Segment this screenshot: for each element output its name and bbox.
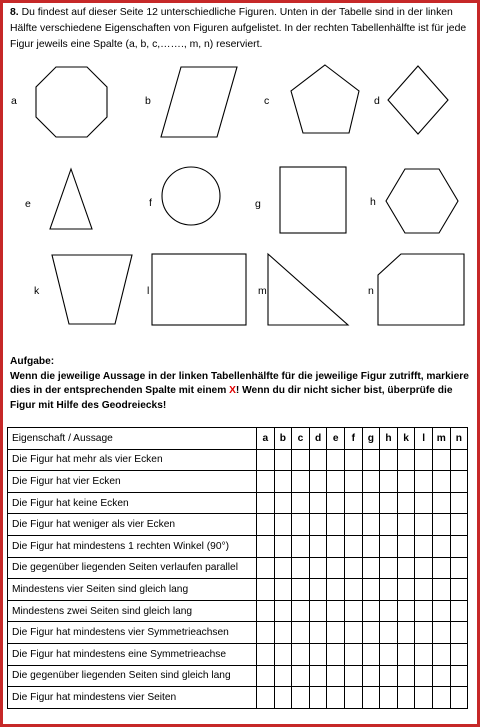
mark-cell-g[interactable] bbox=[362, 557, 380, 579]
column-header: h bbox=[380, 428, 398, 450]
mark-cell-d[interactable] bbox=[309, 687, 327, 709]
property-statement: Die Figur hat mehr als vier Ecken bbox=[8, 449, 257, 471]
mark-cell-d[interactable] bbox=[309, 600, 327, 622]
table-row bbox=[8, 665, 468, 687]
mark-cell-a[interactable] bbox=[257, 449, 275, 471]
mark-cell-n[interactable] bbox=[450, 535, 468, 557]
mark-cell-b[interactable] bbox=[274, 514, 292, 536]
mark-cell-l[interactable] bbox=[415, 643, 433, 665]
property-statement: Die Figur hat mindestens 1 rechten Winkel (90°) bbox=[8, 535, 257, 557]
task-heading: Aufgabe: bbox=[10, 356, 55, 367]
mark-cell-e[interactable] bbox=[327, 600, 345, 622]
mark-cell-c[interactable] bbox=[292, 557, 310, 579]
mark-cell-m[interactable] bbox=[432, 557, 450, 579]
mark-cell-k[interactable] bbox=[397, 622, 415, 644]
mark-cell-h[interactable] bbox=[380, 600, 398, 622]
figure-a-octagon bbox=[36, 67, 107, 137]
mark-cell-b[interactable] bbox=[274, 643, 292, 665]
mark-cell-g[interactable] bbox=[362, 643, 380, 665]
mark-cell-a[interactable] bbox=[257, 492, 275, 514]
exercise-number: 8. bbox=[10, 7, 19, 18]
mark-cell-k[interactable] bbox=[397, 471, 415, 493]
mark-cell-l[interactable] bbox=[415, 600, 433, 622]
table-row bbox=[8, 557, 468, 579]
mark-cell-k[interactable] bbox=[397, 535, 415, 557]
column-header: e bbox=[327, 428, 345, 450]
mark-cell-d[interactable] bbox=[309, 643, 327, 665]
mark-cell-n[interactable] bbox=[450, 665, 468, 687]
mark-cell-e[interactable] bbox=[327, 535, 345, 557]
mark-cell-c[interactable] bbox=[292, 492, 310, 514]
mark-cell-g[interactable] bbox=[362, 514, 380, 536]
mark-cell-c[interactable] bbox=[292, 514, 310, 536]
mark-cell-h[interactable] bbox=[380, 471, 398, 493]
mark-cell-h[interactable] bbox=[380, 514, 398, 536]
mark-cell-k[interactable] bbox=[397, 449, 415, 471]
mark-cell-m[interactable] bbox=[432, 687, 450, 709]
task-block bbox=[10, 355, 475, 413]
mark-cell-b[interactable] bbox=[274, 492, 292, 514]
mark-cell-c[interactable] bbox=[292, 471, 310, 493]
intro-text: Du findest auf dieser Seite 12 unterschiedliche Figuren. Unten in der Tabelle sind in der linken Hälfte verschiedene Eigenschaften von Figuren aufgelistet. In der rechten Tabellenhälfte ist für jede Figur jeweils eine Spalte (a, b, c,……., m, n) reserviert. bbox=[10, 7, 467, 50]
column-header: c bbox=[292, 428, 310, 450]
figure-label-g: g bbox=[255, 198, 261, 210]
mark-cell-d[interactable] bbox=[309, 449, 327, 471]
mark-cell-l[interactable] bbox=[415, 687, 433, 709]
mark-cell-a[interactable] bbox=[257, 665, 275, 687]
mark-cell-n[interactable] bbox=[450, 622, 468, 644]
mark-cell-g[interactable] bbox=[362, 600, 380, 622]
mark-cell-m[interactable] bbox=[432, 643, 450, 665]
mark-cell-h[interactable] bbox=[380, 492, 398, 514]
mark-cell-m[interactable] bbox=[432, 665, 450, 687]
mark-cell-f[interactable] bbox=[344, 622, 362, 644]
mark-cell-f[interactable] bbox=[344, 600, 362, 622]
mark-cell-e[interactable] bbox=[327, 557, 345, 579]
mark-cell-g[interactable] bbox=[362, 622, 380, 644]
mark-cell-a[interactable] bbox=[257, 579, 275, 601]
mark-cell-n[interactable] bbox=[450, 557, 468, 579]
mark-cell-n[interactable] bbox=[450, 449, 468, 471]
mark-cell-d[interactable] bbox=[309, 471, 327, 493]
mark-cell-n[interactable] bbox=[450, 514, 468, 536]
column-header: g bbox=[362, 428, 380, 450]
mark-cell-b[interactable] bbox=[274, 579, 292, 601]
mark-cell-e[interactable] bbox=[327, 622, 345, 644]
mark-cell-g[interactable] bbox=[362, 471, 380, 493]
mark-cell-e[interactable] bbox=[327, 643, 345, 665]
mark-cell-m[interactable] bbox=[432, 579, 450, 601]
mark-cell-a[interactable] bbox=[257, 514, 275, 536]
mark-cell-l[interactable] bbox=[415, 557, 433, 579]
mark-cell-g[interactable] bbox=[362, 535, 380, 557]
table-row bbox=[8, 492, 468, 514]
worksheet-page bbox=[3, 3, 477, 724]
figure-h-hexagon bbox=[386, 169, 458, 233]
column-header: d bbox=[309, 428, 327, 450]
mark-cell-h[interactable] bbox=[380, 449, 398, 471]
mark-cell-a[interactable] bbox=[257, 687, 275, 709]
mark-cell-m[interactable] bbox=[432, 471, 450, 493]
mark-cell-k[interactable] bbox=[397, 492, 415, 514]
mark-cell-g[interactable] bbox=[362, 579, 380, 601]
mark-cell-h[interactable] bbox=[380, 665, 398, 687]
column-header: m bbox=[432, 428, 450, 450]
mark-cell-a[interactable] bbox=[257, 471, 275, 493]
column-header: n bbox=[450, 428, 468, 450]
mark-cell-c[interactable] bbox=[292, 579, 310, 601]
table-row bbox=[8, 471, 468, 493]
mark-cell-k[interactable] bbox=[397, 557, 415, 579]
mark-cell-d[interactable] bbox=[309, 665, 327, 687]
mark-cell-e[interactable] bbox=[327, 665, 345, 687]
figure-label-k: k bbox=[34, 285, 40, 297]
mark-cell-c[interactable] bbox=[292, 687, 310, 709]
figure-label-m: m bbox=[258, 285, 267, 297]
mark-cell-l[interactable] bbox=[415, 449, 433, 471]
property-statement: Die Figur hat mindestens eine Symmetrieachse bbox=[8, 643, 257, 665]
mark-cell-d[interactable] bbox=[309, 557, 327, 579]
mark-cell-m[interactable] bbox=[432, 514, 450, 536]
figure-label-d: d bbox=[374, 95, 380, 107]
mark-cell-b[interactable] bbox=[274, 687, 292, 709]
mark-cell-k[interactable] bbox=[397, 514, 415, 536]
column-header: k bbox=[397, 428, 415, 450]
property-statement: Die gegenüber liegenden Seiten sind gleich lang bbox=[8, 665, 257, 687]
mark-cell-d[interactable] bbox=[309, 622, 327, 644]
mark-cell-f[interactable] bbox=[344, 579, 362, 601]
mark-cell-b[interactable] bbox=[274, 622, 292, 644]
mark-cell-k[interactable] bbox=[397, 600, 415, 622]
mark-cell-f[interactable] bbox=[344, 492, 362, 514]
mark-cell-b[interactable] bbox=[274, 665, 292, 687]
mark-cell-n[interactable] bbox=[450, 579, 468, 601]
mark-cell-b[interactable] bbox=[274, 557, 292, 579]
mark-cell-d[interactable] bbox=[309, 514, 327, 536]
mark-cell-g[interactable] bbox=[362, 687, 380, 709]
mark-cell-f[interactable] bbox=[344, 557, 362, 579]
figure-l-rectangle bbox=[152, 254, 246, 325]
mark-cell-l[interactable] bbox=[415, 535, 433, 557]
table-row bbox=[8, 514, 468, 536]
mark-cell-h[interactable] bbox=[380, 687, 398, 709]
mark-cell-l[interactable] bbox=[415, 514, 433, 536]
figures-area bbox=[3, 3, 477, 348]
mark-cell-m[interactable] bbox=[432, 600, 450, 622]
figure-label-c: c bbox=[264, 95, 270, 107]
mark-cell-l[interactable] bbox=[415, 579, 433, 601]
figure-label-f: f bbox=[149, 197, 152, 209]
mark-cell-h[interactable] bbox=[380, 579, 398, 601]
table-header-row bbox=[8, 428, 468, 450]
mark-cell-b[interactable] bbox=[274, 535, 292, 557]
mark-cell-l[interactable] bbox=[415, 471, 433, 493]
mark-cell-c[interactable] bbox=[292, 643, 310, 665]
mark-cell-m[interactable] bbox=[432, 622, 450, 644]
mark-cell-f[interactable] bbox=[344, 687, 362, 709]
mark-cell-f[interactable] bbox=[344, 643, 362, 665]
mark-cell-g[interactable] bbox=[362, 665, 380, 687]
property-table bbox=[7, 427, 468, 709]
figure-label-h: h bbox=[370, 196, 376, 208]
mark-cell-h[interactable] bbox=[380, 622, 398, 644]
table-row bbox=[8, 643, 468, 665]
mark-cell-h[interactable] bbox=[380, 643, 398, 665]
table-row bbox=[8, 449, 468, 471]
table-row bbox=[8, 687, 468, 709]
mark-cell-f[interactable] bbox=[344, 535, 362, 557]
table-row bbox=[8, 535, 468, 557]
table-row bbox=[8, 579, 468, 601]
mark-cell-f[interactable] bbox=[344, 449, 362, 471]
mark-cell-b[interactable] bbox=[274, 449, 292, 471]
mark-cell-e[interactable] bbox=[327, 471, 345, 493]
mark-cell-g[interactable] bbox=[362, 492, 380, 514]
mark-cell-f[interactable] bbox=[344, 514, 362, 536]
header-property: Eigenschaft / Aussage bbox=[8, 428, 257, 450]
mark-cell-k[interactable] bbox=[397, 643, 415, 665]
mark-cell-e[interactable] bbox=[327, 492, 345, 514]
mark-cell-c[interactable] bbox=[292, 449, 310, 471]
mark-cell-k[interactable] bbox=[397, 579, 415, 601]
figure-label-n: n bbox=[368, 285, 374, 297]
mark-cell-f[interactable] bbox=[344, 471, 362, 493]
mark-cell-l[interactable] bbox=[415, 622, 433, 644]
mark-cell-c[interactable] bbox=[292, 665, 310, 687]
mark-cell-c[interactable] bbox=[292, 622, 310, 644]
mark-cell-e[interactable] bbox=[327, 579, 345, 601]
figure-label-a: a bbox=[11, 95, 17, 107]
mark-cell-d[interactable] bbox=[309, 492, 327, 514]
mark-cell-h[interactable] bbox=[380, 557, 398, 579]
mark-cell-m[interactable] bbox=[432, 535, 450, 557]
mark-cell-l[interactable] bbox=[415, 665, 433, 687]
property-statement: Die Figur hat weniger als vier Ecken bbox=[8, 514, 257, 536]
property-statement: Die Figur hat keine Ecken bbox=[8, 492, 257, 514]
property-statement: Mindestens vier Seiten sind gleich lang bbox=[8, 579, 257, 601]
figure-n-cut-rectangle bbox=[378, 254, 464, 325]
column-header: b bbox=[274, 428, 292, 450]
property-statement: Die Figur hat vier Ecken bbox=[8, 471, 257, 493]
figure-e-triangle bbox=[50, 169, 92, 229]
figure-label-e: e bbox=[25, 198, 31, 210]
mark-cell-n[interactable] bbox=[450, 643, 468, 665]
mark-cell-d[interactable] bbox=[309, 535, 327, 557]
property-statement: Die Figur hat mindestens vier Seiten bbox=[8, 687, 257, 709]
mark-cell-l[interactable] bbox=[415, 492, 433, 514]
mark-cell-a[interactable] bbox=[257, 600, 275, 622]
table-row bbox=[8, 622, 468, 644]
mark-cell-a[interactable] bbox=[257, 643, 275, 665]
figure-k-trapezoid bbox=[52, 255, 132, 324]
figure-d-rhombus bbox=[388, 66, 448, 134]
figure-label-b: b bbox=[145, 95, 151, 107]
mark-cell-n[interactable] bbox=[450, 600, 468, 622]
mark-cell-n[interactable] bbox=[450, 492, 468, 514]
mark-cell-k[interactable] bbox=[397, 687, 415, 709]
mark-cell-f[interactable] bbox=[344, 665, 362, 687]
mark-cell-c[interactable] bbox=[292, 600, 310, 622]
figure-label-l: l bbox=[147, 285, 150, 297]
mark-cell-e[interactable] bbox=[327, 687, 345, 709]
mark-cell-h[interactable] bbox=[380, 535, 398, 557]
property-statement: Die gegenüber liegenden Seiten verlaufen parallel bbox=[8, 557, 257, 579]
mark-cell-b[interactable] bbox=[274, 471, 292, 493]
column-header: a bbox=[257, 428, 275, 450]
mark-cell-g[interactable] bbox=[362, 449, 380, 471]
task-text: Wenn die jeweilige Aussage in der linken Tabellenhälfte für die jeweilige Figur zutrifft, markiere dies in der entsprechenden Spalte mit einem X! Wenn du dir nicht sicher bist, überprüfe die Figur mit Hilfe des Geodreiecks! bbox=[10, 370, 469, 411]
x-mark: X bbox=[229, 385, 236, 396]
mark-cell-m[interactable] bbox=[432, 449, 450, 471]
mark-cell-n[interactable] bbox=[450, 471, 468, 493]
property-statement: Die Figur hat mindestens vier Symmetrieachsen bbox=[8, 622, 257, 644]
mark-cell-k[interactable] bbox=[397, 665, 415, 687]
mark-cell-a[interactable] bbox=[257, 535, 275, 557]
figure-c-pentagon bbox=[291, 65, 359, 133]
figure-g-square bbox=[280, 167, 346, 233]
property-statement: Mindestens zwei Seiten sind gleich lang bbox=[8, 600, 257, 622]
mark-cell-e[interactable] bbox=[327, 514, 345, 536]
figure-f-circle bbox=[162, 167, 220, 225]
mark-cell-e[interactable] bbox=[327, 449, 345, 471]
mark-cell-a[interactable] bbox=[257, 557, 275, 579]
mark-cell-b[interactable] bbox=[274, 600, 292, 622]
mark-cell-n[interactable] bbox=[450, 687, 468, 709]
figure-m-right-triangle bbox=[268, 254, 348, 325]
mark-cell-m[interactable] bbox=[432, 492, 450, 514]
figure-b-parallelogram bbox=[161, 67, 237, 137]
table-row bbox=[8, 600, 468, 622]
mark-cell-d[interactable] bbox=[309, 579, 327, 601]
column-header: l bbox=[415, 428, 433, 450]
mark-cell-a[interactable] bbox=[257, 622, 275, 644]
mark-cell-c[interactable] bbox=[292, 535, 310, 557]
column-header: f bbox=[344, 428, 362, 450]
